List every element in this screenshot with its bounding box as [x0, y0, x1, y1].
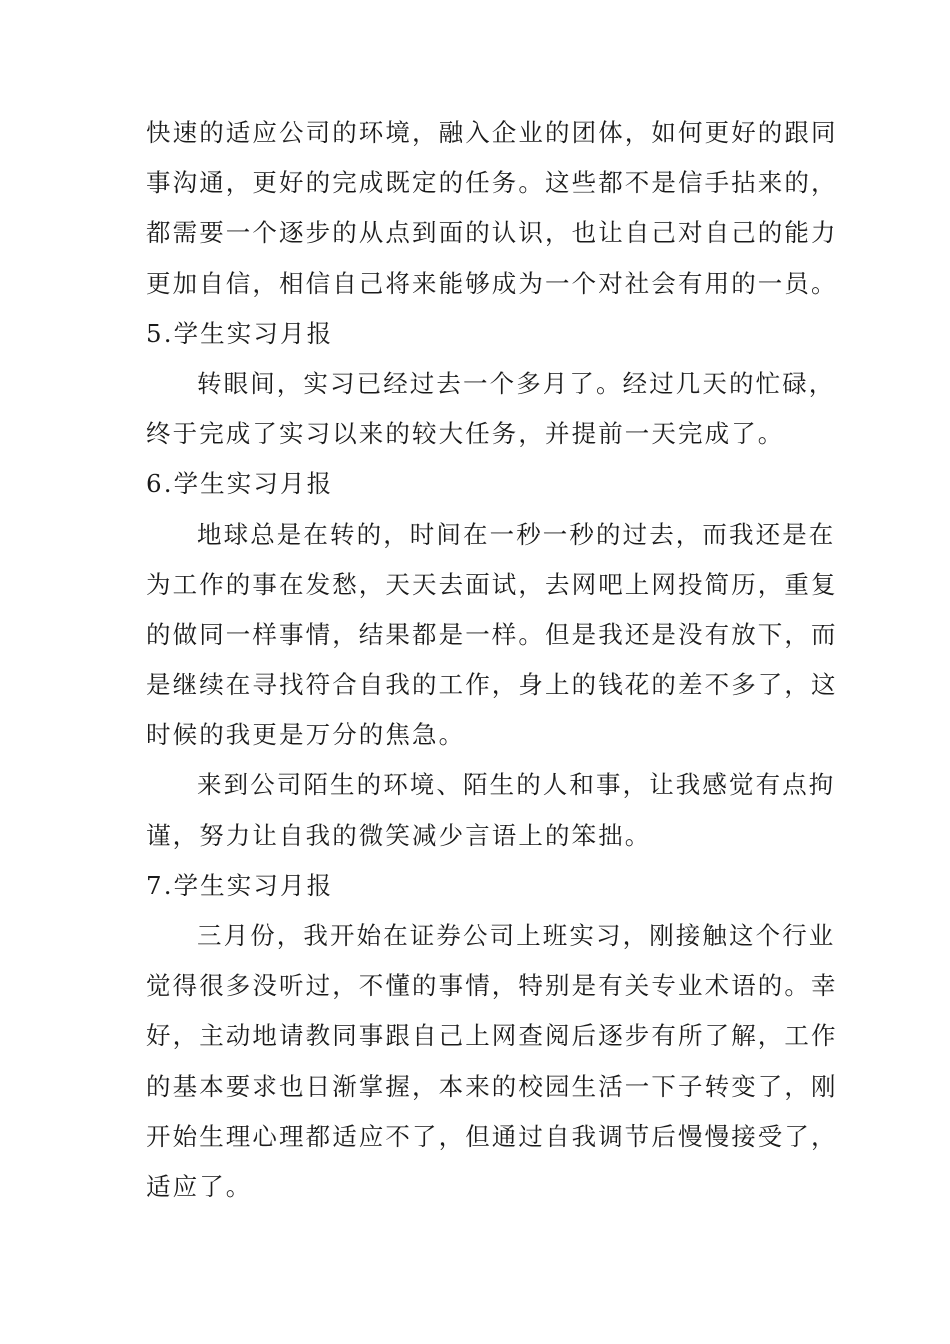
text-line: 开始生理心理都适应不了，但通过自我调节后慢慢接受了， — [146, 1121, 838, 1151]
text-line: 好，主动地请教同事跟自己上网查阅后逐步有所了解，工作 — [146, 1021, 838, 1051]
text-line: 为工作的事在发愁，天天去面试，去网吧上网投简历，重复 — [146, 569, 838, 599]
text-line: 更加自信，相信自己将来能够成为一个对社会有用的一员。 — [146, 268, 838, 298]
text-line: 时候的我更是万分的焦急。 — [146, 720, 466, 750]
section-heading: 5.学生实习月报 — [146, 318, 334, 348]
text-line: 来到公司陌生的环境、陌生的人和事，让我感觉有点拘 — [197, 770, 836, 800]
text-line: 是继续在寻找符合自我的工作，身上的钱花的差不多了，这 — [146, 670, 838, 700]
text-line: 觉得很多没听过，不懂的事情，特别是有关专业术语的。幸 — [146, 971, 838, 1001]
text-line: 三月份，我开始在证券公司上班实习，刚接触这个行业 — [197, 921, 836, 950]
text-line: 都需要一个逐步的从点到面的认识，也让自己对自己的能力 — [146, 218, 838, 248]
document-body — [146, 108, 838, 1212]
text-line: 转眼间，实习已经过去一个多月了。经过几天的忙碌， — [197, 368, 836, 398]
section-heading: 6.学生实习月报 — [146, 469, 334, 499]
text-line: 地球总是在转的，时间在一秒一秒的过去，而我还是在 — [197, 519, 836, 549]
section-heading: 7.学生实习月报 — [146, 870, 334, 900]
text-line: 终于完成了实习以来的较大任务，并提前一天完成了。 — [146, 419, 785, 449]
text-line: 谨，努力让自我的微笑减少言语上的笨拙。 — [146, 820, 652, 850]
text-line: 适应了。 — [146, 1171, 253, 1201]
text-line: 的做同一样事情，结果都是一样。但是我还是没有放下，而 — [146, 619, 838, 649]
text-line: 事沟通，更好的完成既定的任务。这些都不是信手拈来的， — [146, 168, 838, 198]
text-line: 快速的适应公司的环境，融入企业的团体，如何更好的跟同 — [146, 118, 838, 147]
text-line: 的基本要求也日渐掌握，本来的校园生活一下子转变了，刚 — [146, 1071, 838, 1101]
